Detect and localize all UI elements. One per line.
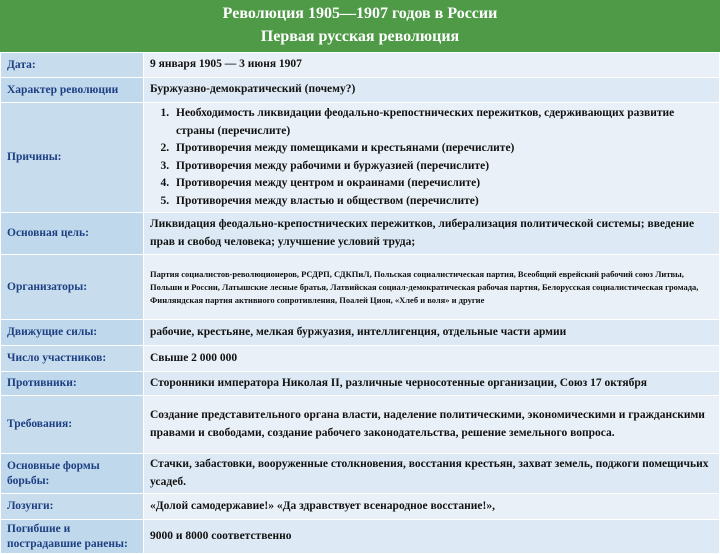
row-value-character: Буржуазно-демократический (почему?) (144, 78, 720, 103)
table-row-date (1, 53, 720, 78)
table-row-demands (1, 396, 720, 454)
row-value-casualties: 9000 и 8000 соответственно (144, 520, 720, 554)
row-label-forms: Основные формы борьбы: (1, 454, 144, 494)
table-row-participants (1, 346, 720, 372)
table-row-organizers (1, 255, 720, 320)
row-label-forces: Движущие силы: (1, 320, 144, 346)
slide-title: Революция 1905—1907 годов в России (222, 5, 498, 22)
row-label-goal: Основная цель: (1, 213, 144, 255)
row-label-character: Характер революции (1, 78, 144, 103)
table-row-forces (1, 320, 720, 346)
row-value-goal: Ликвидация феодально-крепостнических пережитков, либерализация политической системы; введение прав и свобод человека; улучшение условий труда; (144, 213, 720, 255)
row-value-forms: Стачки, забастовки, вооруженные столкновения, восстания крестьян, захват земель, поджоги помещичьих усадеб. (144, 454, 720, 494)
table-row-goal (1, 213, 720, 255)
table-row-casualties (1, 520, 720, 554)
row-label-casualties: Погибшие и пострадавшие ранены: (1, 520, 144, 554)
list-item: 4. Противоречия между центром и окраинами (перечислите) (172, 175, 713, 193)
list-item: 2. Противоречия между помещиками и крестьянами (перечислите) (172, 140, 713, 158)
row-value-date: 9 января 1905 — 3 июня 1907 (144, 53, 720, 78)
row-label-date: Дата: (1, 53, 144, 78)
row-value-organizers: Партия социалистов-революционеров, РСДРП, СДКПиЛ, Польская социалистическая партия, Всеобщий еврейский рабочий союз Литвы, Польши и России, Латышские лесные братья, Латвийская социал-демократическая рабочая партия, Белорусская социалистическая громада, Финляндская партия активного сопротивления, Поалей Цион, «Хлеб и воля» и другие (144, 255, 720, 320)
table-row-causes (1, 103, 720, 213)
row-value-participants: Свыше 2 000 000 (144, 346, 720, 372)
row-label-slogans: Лозунги: (1, 494, 144, 520)
table-row-opponents (1, 372, 720, 396)
row-value-opponents: Сторонники императора Николая II, различные черносотенные организации, Союз 17 октября (144, 372, 720, 396)
table-row-slogans (1, 494, 720, 520)
row-label-participants: Число участников: (1, 346, 144, 372)
slide-subtitle: Первая русская революция (260, 28, 460, 45)
revolution-table (0, 52, 720, 554)
list-item: 5. Противоречия между властью и обществом (перечислите) (172, 193, 713, 211)
row-label-demands: Требования: (1, 396, 144, 454)
table-row-forms (1, 454, 720, 494)
row-value-causes (144, 103, 720, 213)
row-value-demands: Создание представительного органа власти, наделение политическими, экономическими и гражданскими правами и свободами, создание рабочего законодательства, решение земельного вопроса. (144, 396, 720, 454)
causes-list (150, 105, 713, 210)
slide-header (0, 0, 720, 52)
row-label-organizers: Организаторы: (1, 255, 144, 320)
list-item: 3. Противоречия между рабочими и буржуазией (перечислите) (172, 158, 713, 176)
row-value-forces: рабочие, крестьяне, мелкая буржуазия, интеллигенция, отдельные части армии (144, 320, 720, 346)
row-label-opponents: Противники: (1, 372, 144, 396)
list-item: 1. Необходимость ликвидации феодально-крепостнических пережитков, сдерживающих развитие страны (перечислите) (172, 105, 713, 140)
row-label-causes: Причины: (1, 103, 144, 213)
table-row-character (1, 78, 720, 103)
row-value-slogans: «Долой самодержавие!» «Да здравствует всенародное восстание!», (144, 494, 720, 520)
